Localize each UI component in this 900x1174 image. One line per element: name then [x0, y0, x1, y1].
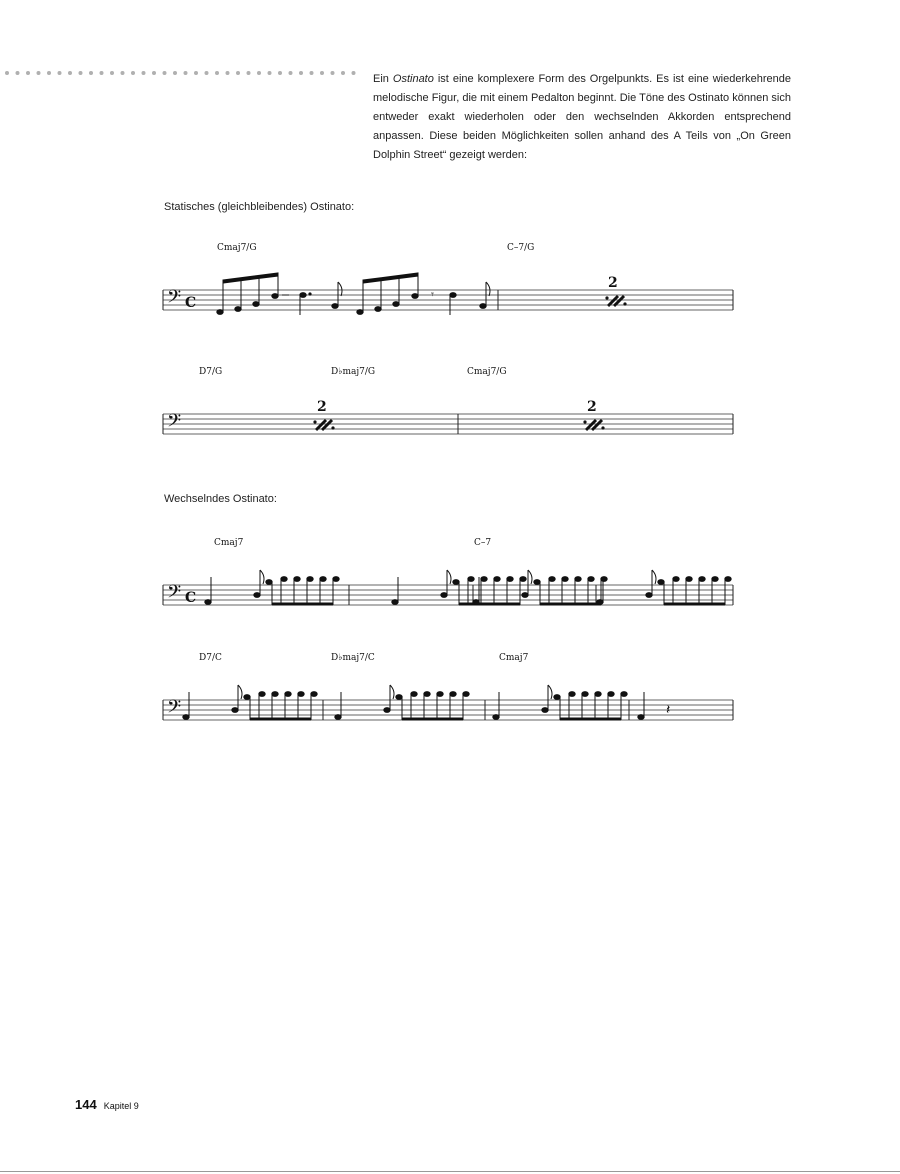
intro-paragraph: Ein Ostinato ist eine komplexere Form des Orgelpunkts. Es ist eine wiederkehrende melodische Figur, die mit einem Pedalton beginnt. Die Töne des Ostinato können sich entweder exakt wiederholen oder den wechselnden Akkorden entsprechend anpassen. Diese beiden Möglichkeiten sollen anhand des A Teils von „On Green Dolphin Street“ gezeigt werden: — [373, 73, 791, 161]
chord-symbol: Cmaj7/G — [217, 243, 257, 253]
page-footer — [75, 1097, 139, 1112]
staff-system-1 — [163, 243, 733, 315]
chord-symbol: D♭maj7/G — [331, 367, 376, 377]
svg-text:𝄾: 𝄾 — [431, 288, 434, 301]
chapter-label: Kapitel 9 — [103, 1101, 139, 1111]
static-ostinato-label: Statisches (gleichbleibendes) Ostinato: — [164, 201, 355, 213]
repeat-count: 2 — [317, 399, 327, 415]
chord-symbol: Cmaj7 — [214, 538, 244, 548]
repeat-count: 2 — [608, 275, 618, 291]
svg-text:𝄽: 𝄽 — [666, 702, 671, 718]
chord-symbol: D7/G — [199, 367, 223, 377]
staff-system-3 — [163, 538, 733, 607]
repeat-count: 2 — [587, 399, 597, 415]
chord-symbol: D7/C — [199, 653, 222, 663]
music-notation: 𝄢 C 𝄾 2 Cmaj7/G C–7/G 2 2 D7/G D♭maj7/G Cmaj7/G C Cmaj7 C–7 𝄽 D7/C D♭maj7/C Cmaj7 — [0, 0, 900, 800]
svg-text:C: C — [185, 295, 197, 311]
chord-symbol: Cmaj7 — [499, 653, 529, 663]
changing-ostinato-label: Wechselndes Ostinato: — [164, 493, 277, 505]
staff-system-4 — [163, 653, 733, 722]
svg-text:C: C — [185, 590, 197, 606]
chord-symbol: D♭maj7/C — [331, 653, 375, 663]
chord-symbol: C–7 — [474, 538, 492, 548]
term-ostinato: Ostinato — [392, 73, 434, 85]
page-number: 144 — [75, 1097, 97, 1112]
staff-system-2 — [163, 367, 733, 436]
chord-symbol: Cmaj7/G — [467, 367, 507, 377]
chord-symbol: C–7/G — [507, 243, 535, 253]
page-edge-line — [0, 1171, 900, 1172]
